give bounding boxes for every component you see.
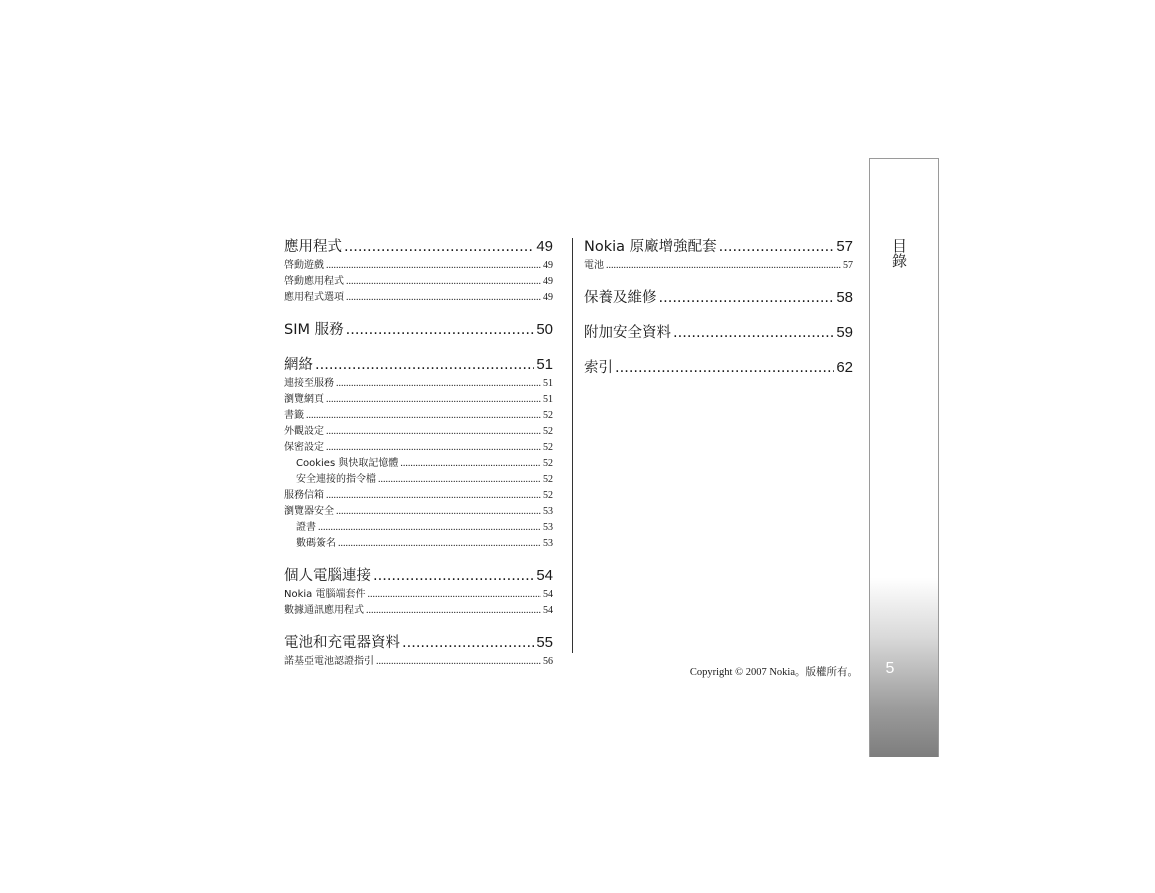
dot-leader: [344, 236, 534, 258]
toc-entry-page: 54: [543, 605, 553, 616]
toc-entry-page: 57: [843, 260, 853, 271]
toc-subentry[interactable]: [284, 424, 553, 440]
toc-entry-title: 保密設定: [284, 442, 324, 453]
toc-subentry[interactable]: [284, 456, 553, 472]
toc-entry-page: 55: [536, 634, 553, 651]
toc-column-right: [584, 236, 853, 379]
dot-leader: [719, 236, 835, 258]
toc-entry-title: 外觀設定: [284, 426, 324, 437]
toc-entry-page: 52: [543, 474, 553, 485]
toc-section-gap: [284, 552, 553, 561]
toc-subentry[interactable]: [284, 504, 553, 520]
toc-entry-page: 51: [543, 378, 553, 389]
toc-entry-title: 瀏覽網頁: [284, 394, 324, 405]
dot-leader: [346, 290, 541, 306]
dot-leader: [326, 488, 541, 504]
column-divider: [572, 238, 573, 653]
toc-entry-title: Nokia 原廠增強配套: [584, 239, 717, 255]
toc-entry-page: 59: [836, 324, 853, 341]
toc-chapter-entry[interactable]: [284, 236, 553, 258]
toc-subentry[interactable]: [284, 258, 553, 274]
toc-entry-title: 書籤: [284, 410, 304, 421]
toc-subentry[interactable]: [284, 376, 553, 392]
toc-entry-page: 52: [543, 426, 553, 437]
toc-entry-title: 數碼簽名: [296, 538, 336, 549]
dot-leader: [606, 258, 841, 274]
toc-section-gap: [284, 306, 553, 315]
toc-subentry[interactable]: [284, 274, 553, 290]
toc-subentry[interactable]: [284, 290, 553, 306]
dot-leader: [378, 472, 541, 488]
toc-subentry[interactable]: [284, 440, 553, 456]
toc-subentry[interactable]: [284, 536, 553, 552]
toc-section-gap: [584, 274, 853, 283]
dot-leader: [315, 354, 534, 376]
dot-leader: [346, 274, 541, 290]
toc-entry-page: 52: [543, 442, 553, 453]
dot-leader: [615, 357, 834, 379]
toc-chapter-entry[interactable]: [584, 236, 853, 258]
toc-entry-page: 53: [543, 522, 553, 533]
dot-leader: [326, 424, 541, 440]
toc-entry-page: 53: [543, 538, 553, 549]
toc-entry-title: 附加安全資料: [584, 325, 671, 341]
dot-leader: [306, 408, 541, 424]
dot-leader: [326, 392, 541, 408]
toc-entry-title: 數據通訊應用程式: [284, 605, 364, 616]
toc-subentry[interactable]: [284, 587, 553, 603]
copyright-notice: Copyright © 2007 Nokia。版權所有。: [689, 667, 858, 678]
toc-entry-title: 啓動應用程式: [284, 276, 344, 287]
toc-subentry[interactable]: [584, 258, 853, 274]
toc-chapter-entry[interactable]: [284, 565, 553, 587]
toc-entry-page: 54: [543, 589, 553, 600]
toc-entry-title: 電池: [584, 260, 604, 271]
toc-entry-page: 62: [836, 359, 853, 376]
toc-entry-title: 應用程式: [284, 239, 342, 255]
dot-leader: [673, 322, 834, 344]
toc-chapter-entry[interactable]: [584, 357, 853, 379]
toc-section-gap: [284, 619, 553, 628]
toc-subentry[interactable]: [284, 520, 553, 536]
toc-column-left: [284, 236, 553, 670]
toc-entry-page: 54: [536, 567, 553, 584]
toc-entry-page: 52: [543, 490, 553, 501]
toc-section-gap: [284, 341, 553, 350]
dot-leader: [402, 632, 534, 654]
toc-entry-title: 安全連接的指令檔: [296, 474, 376, 485]
toc-entry-page: 56: [543, 656, 553, 667]
toc-entry-title: Nokia 電腦端套件: [284, 589, 366, 600]
toc-entry-page: 49: [543, 260, 553, 271]
toc-subentry[interactable]: [284, 603, 553, 619]
toc-subentry[interactable]: [284, 488, 553, 504]
toc-subentry[interactable]: [284, 654, 553, 670]
toc-subentry[interactable]: [284, 392, 553, 408]
page-number: 5: [885, 660, 895, 677]
toc-chapter-entry[interactable]: [284, 632, 553, 654]
toc-chapter-entry[interactable]: [584, 287, 853, 309]
toc-entry-title: 服務信箱: [284, 490, 324, 501]
toc-entry-title: 瀏覽器安全: [284, 506, 334, 517]
dot-leader: [659, 287, 835, 309]
toc-entry-page: 52: [543, 458, 553, 469]
dot-leader: [336, 376, 541, 392]
toc-chapter-entry[interactable]: [284, 354, 553, 376]
dot-leader: [338, 536, 541, 552]
toc-entry-page: 52: [543, 410, 553, 421]
toc-entry-title: 啓動遊戲: [284, 260, 324, 271]
side-tab-label: 目錄: [890, 238, 908, 268]
dot-leader: [366, 603, 541, 619]
toc-entry-title: SIM 服務: [284, 322, 344, 338]
dot-leader: [346, 319, 535, 341]
toc-entry-page: 49: [536, 238, 553, 255]
toc-entry-title: 諾基亞電池認證指引: [284, 656, 374, 667]
toc-entry-page: 50: [536, 321, 553, 338]
toc-section-gap: [584, 309, 853, 318]
toc-section-gap: [584, 344, 853, 353]
toc-entry-title: 索引: [584, 360, 613, 376]
dot-leader: [326, 440, 541, 456]
toc-entry-page: 51: [536, 356, 553, 373]
toc-entry-title: 網絡: [284, 357, 313, 373]
dot-leader: [376, 654, 541, 670]
toc-entry-page: 49: [543, 276, 553, 287]
toc-entry-title: Cookies 與快取記憶體: [296, 458, 399, 469]
toc-entry-page: 57: [836, 238, 853, 255]
toc-entry-title: 個人電腦連接: [284, 568, 371, 584]
dot-leader: [400, 456, 541, 472]
toc-entry-title: 電池和充電器資料: [284, 635, 400, 651]
dot-leader: [318, 520, 541, 536]
toc-entry-page: 51: [543, 394, 553, 405]
dot-leader: [367, 587, 541, 603]
toc-chapter-entry[interactable]: [284, 319, 553, 341]
toc-subentry[interactable]: [284, 472, 553, 488]
toc-entry-title: 連接至服務: [284, 378, 334, 389]
dot-leader: [326, 258, 541, 274]
dot-leader: [336, 504, 541, 520]
dot-leader: [373, 565, 534, 587]
toc-entry-page: 53: [543, 506, 553, 517]
toc-subentry[interactable]: [284, 408, 553, 424]
toc-entry-page: 49: [543, 292, 553, 303]
toc-chapter-entry[interactable]: [584, 322, 853, 344]
toc-entry-title: 保養及維修: [584, 290, 657, 306]
toc-entry-title: 證書: [296, 522, 316, 533]
toc-entry-title: 應用程式選項: [284, 292, 344, 303]
toc-entry-page: 58: [836, 289, 853, 306]
